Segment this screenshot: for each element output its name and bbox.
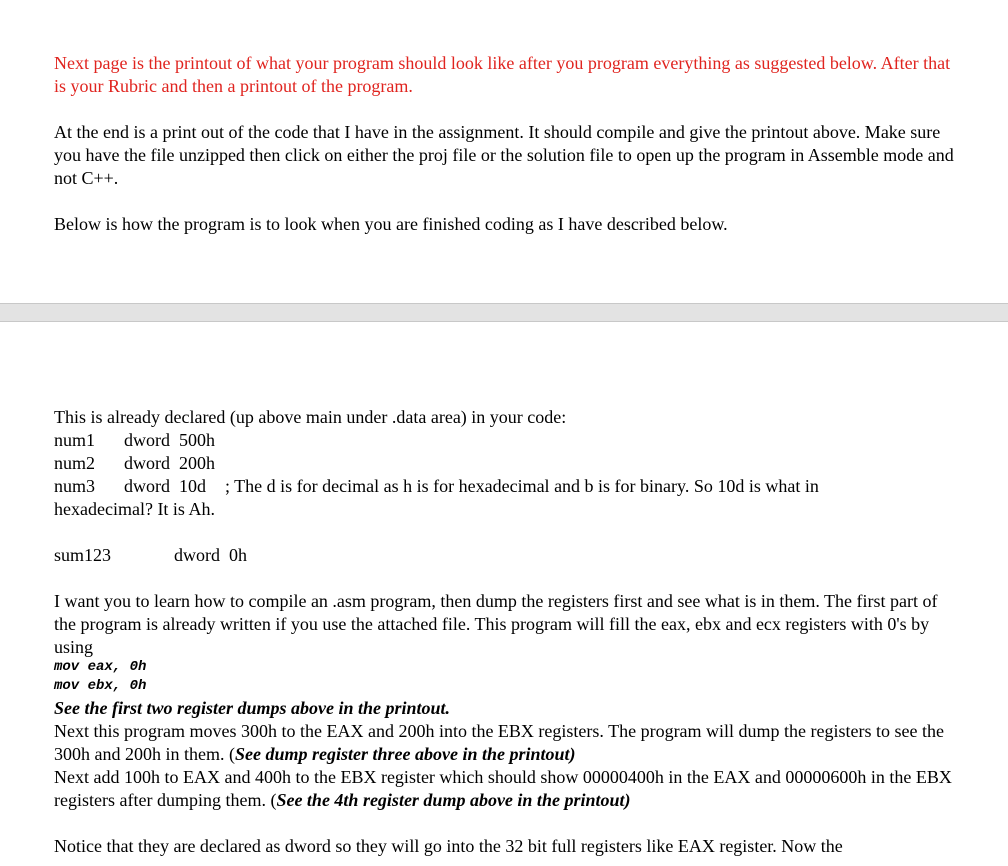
page-two — [0, 322, 1008, 866]
declaration-sum123: sum123 dword 0h — [54, 545, 247, 565]
notice-paragraph: Notice that they are declared as dword so they will go into the 32 bit full registers like EAX register. Now the — [54, 836, 843, 856]
declaration-num1: num1 dword 500h — [54, 430, 215, 450]
code-line-eax: mov eax, 0h — [54, 659, 147, 675]
see-first-two-note: See the first two register dumps above in the printout. — [54, 698, 451, 718]
declaration-num3: num3 dword 10d ; The d is for decimal as h is for hexadecimal and b is for binary. So 10d is what in — [54, 476, 819, 496]
learn-paragraph: I want you to learn how to compile an .asm program, then dump the registers first and see what is in them. The first part of the program is already written if you use the attached file. This program will fill the eax, ebx and ecx registers with 0's by using — [54, 591, 938, 657]
declared-heading: This is already declared (up above main under .data area) in your code: — [54, 407, 567, 427]
intro-red-paragraph: Next page is the printout of what your program should look like after you program everything as suggested below. After that is your Rubric and then a printout of the program. — [54, 53, 951, 96]
page-separator — [0, 303, 1008, 322]
num3-comment: ; The d is for decimal as h is for hexadecimal and b is for binary. So 10d is what in — [225, 476, 819, 496]
next-add-paragraph: Next add 100h to EAX and 400h to the EBX register which should show 00000400h in the EAX and 00000600h in the EBX registers after dumping them. (See the 4th register dump above in the printout) — [54, 767, 952, 810]
end-note-paragraph: At the end is a print out of the code that I have in the assignment. It should compile and give the printout above. Make sure you have the file unzipped then click on either the proj file or the solution file to open up the program in Assemble mode and not C++. — [54, 122, 954, 188]
declaration-num2: num2 dword 200h — [54, 453, 215, 473]
declaration-wrap: hexadecimal? It is Ah. — [54, 499, 215, 519]
next-moves-emphasis: See dump register three above in the printout) — [234, 744, 576, 764]
next-add-emphasis: See the 4th register dump above in the printout) — [276, 790, 631, 810]
below-note-paragraph: Below is how the program is to look when you are finished coding as I have described below. — [54, 214, 728, 234]
page-one — [0, 0, 1008, 303]
next-moves-paragraph: Next this program moves 300h to the EAX and 200h into the EBX registers. The program will dump the registers to see the 300h and 200h in them. (See dump register three above in the printout) — [54, 721, 944, 764]
code-line-ebx: mov ebx, 0h — [54, 678, 147, 694]
